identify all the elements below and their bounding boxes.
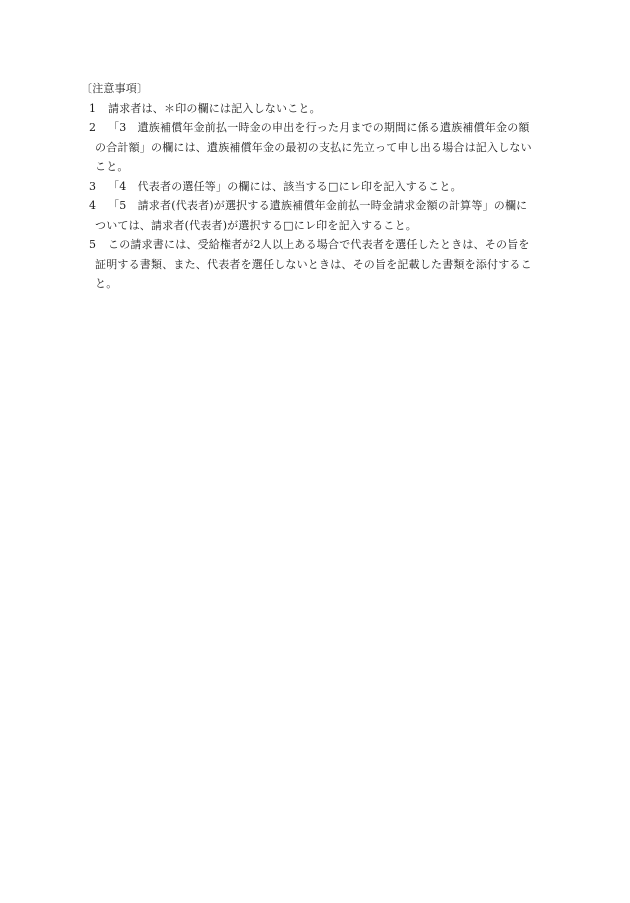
note-number: 1: [89, 101, 97, 115]
note-text-line: 「4 代表者の選任等」の欄には、該当する□にレ印を記入すること。: [108, 179, 462, 193]
note-text-line: の合計額」の欄には、遺族補償年金の最初の支払に先立って申し出る場合は記入しない: [95, 140, 532, 154]
note-text-line: この請求書には、受給権者が2人以上ある場合で代表者を選任したときは、その旨を: [108, 238, 530, 251]
notes-section: [81, 79, 554, 294]
note-item-2: [84, 118, 554, 177]
note-text-line: 証明する書類、また、代表者を選任しないときは、その旨を記載した書類を添付するこ: [95, 257, 532, 271]
note-number: 4: [89, 199, 97, 212]
note-number: 3: [89, 179, 97, 193]
note-text-line: ついては、請求者(代表者)が選択する□にレ印を記入すること。: [95, 218, 417, 232]
note-text-line: 請求者は、＊印の欄には記入しないこと。: [108, 101, 321, 115]
note-text-line: 「5 請求者(代表者)が選択する遺族補償年金前払一時金請求金額の計算等」の欄に: [108, 199, 528, 212]
note-item-1: [84, 99, 554, 119]
note-text-line: 「3 遺族補償年金前払一時金の申出を行った月までの期間に係る遺族補償年金の額: [108, 121, 530, 134]
note-item-3: [84, 177, 554, 197]
notes-heading: 〔注意事項〕: [81, 82, 149, 95]
note-number: 5: [89, 238, 97, 251]
note-text-line: と。: [95, 277, 118, 290]
note-number: 2: [89, 121, 97, 134]
notes-list: [84, 99, 554, 294]
note-item-4: [84, 196, 554, 235]
note-text-line: こと。: [95, 160, 129, 173]
note-item-5: [84, 235, 554, 294]
